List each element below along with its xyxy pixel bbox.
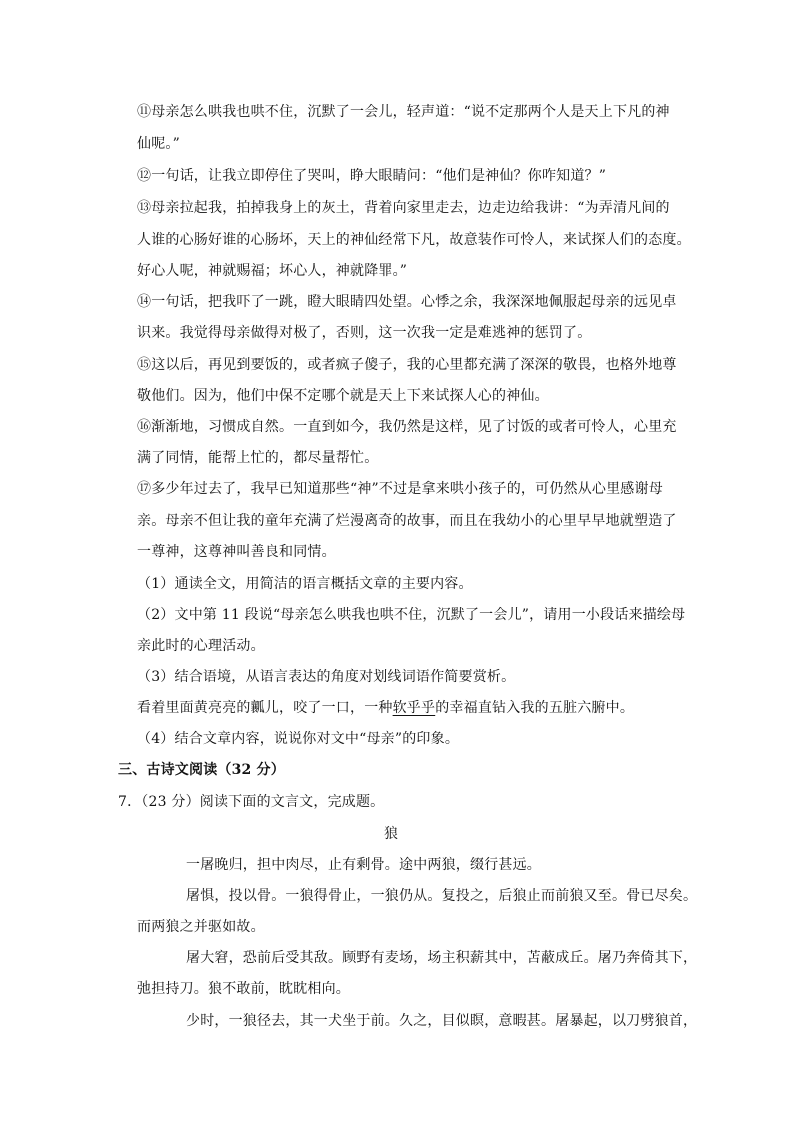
question-7: 7．（23 分）阅读下面的文言文，完成题。 xyxy=(118,794,385,810)
question-3: （3）结合语境，从语言表达的角度对划线词语作简要赏析。 xyxy=(137,669,516,685)
paragraph-13-line-2: 人谁的心肠好谁的心肠坏，天上的神仙经常下凡，故意装作可怜人，来试探人们的态度。 xyxy=(137,232,691,248)
paragraph-13-line-1: ⑬母亲拉起我，拍掉我身上的灰土，背着向家里走去，边走边给我讲：“为弄清凡间的 xyxy=(137,200,670,216)
paragraph-11-line-2: 仙呢。” xyxy=(137,136,180,152)
classical-paragraph-3-line-1: 屠大窘，恐前后受其敌。顾野有麦场，场主积薪其中，苫蔽成丘。屠乃奔倚其下， xyxy=(186,950,698,966)
classical-paragraph-3-line-2: 弛担持刀。狼不敢前，眈眈相向。 xyxy=(137,981,350,997)
paragraph-17-line-2: 亲。母亲不但让我的童年充满了烂漫离奇的故事，而且在我幼小的心里早早地就塑造了 xyxy=(137,513,677,529)
paragraph-16-line-1: ⑯渐渐地，习惯成自然。一直到如今，我仍然是这样，见了讨饭的或者可怜人，心里充 xyxy=(137,419,677,435)
paragraph-11-line-1: ⑪母亲怎么哄我也哄不住，沉默了一会儿，轻声道：“说不定那两个人是天上下凡的神 xyxy=(137,104,670,120)
classical-paragraph-2-line-2: 而两狼之并驱如故。 xyxy=(137,919,265,935)
question-2-line-1: （2）文中第 11 段说“母亲怎么哄我也哄不住，沉默了一会儿”，请用一小段话来描绘母 xyxy=(137,607,686,623)
section-3-title: 三、古诗文阅读（32 分） xyxy=(118,762,285,778)
paragraph-16-line-2: 满了同情，能帮上忙的，都尽量帮忙。 xyxy=(137,450,379,466)
paragraph-15-line-2: 敬他们。因为，他们中保不定哪个就是天上下来试探人心的神仙。 xyxy=(137,388,549,404)
paragraph-13-line-3: 好心人呢，神就赐福；坏心人，神就降罪。” xyxy=(137,263,408,279)
question-4: （4）结合文章内容，说说你对文中“母亲”的印象。 xyxy=(137,731,460,747)
paragraph-15-line-1: ⑮这以后，再见到要饭的，或者疯子傻子，我的心里都充满了深深的敬畏，也格外地尊 xyxy=(137,357,677,373)
question-2-line-2: 亲此时的心理活动。 xyxy=(137,638,265,654)
question-3-sentence xyxy=(137,698,634,718)
classical-text-title: 狼 xyxy=(384,826,399,842)
underlined-word: 软乎乎 xyxy=(392,700,436,716)
paragraph-14-line-2: 识来。我觉得母亲做得对极了，否则，这一次我一定是难逃神的惩罚了。 xyxy=(137,325,592,341)
question-1: （1）通读全文，用简洁的语言概括文章的主要内容。 xyxy=(137,576,473,592)
classical-paragraph-1-line-1: 一屠晚归，担中肉尽，止有剩骨。途中两狼，缀行甚远。 xyxy=(186,857,541,873)
sentence-before: 看着里面黄亮亮的瓤儿，咬了一口，一种 xyxy=(137,700,393,716)
paragraph-12-line-1: ⑫一句话，让我立即停住了哭叫，睁大眼睛问：“他们是神仙？你咋知道？” xyxy=(137,168,607,184)
classical-paragraph-2-line-1: 屠惧，投以骨。一狼得骨止，一狼仍从。复投之，后狼止而前狼又至。骨已尽矣。 xyxy=(186,888,698,904)
paragraph-17-line-3: 一尊神，这尊神叫善良和同情。 xyxy=(137,544,336,560)
paragraph-14-line-1: ⑭一句话，把我吓了一跳，瞪大眼睛四处望。心悸之余，我深深地佩服起母亲的远见卓 xyxy=(137,294,677,310)
sentence-after: 的幸福直钻入我的五脏六腑中。 xyxy=(435,700,635,716)
classical-paragraph-4-line-1: 少时，一狼径去，其一犬坐于前。久之，目似瞑，意暇甚。屠暴起，以刀劈狼首， xyxy=(186,1013,698,1029)
paragraph-17-line-1: ⑰多少年过去了，我早已知道那些“神”不过是拿来哄小孩子的，可仍然从心里感谢母 xyxy=(137,481,663,497)
